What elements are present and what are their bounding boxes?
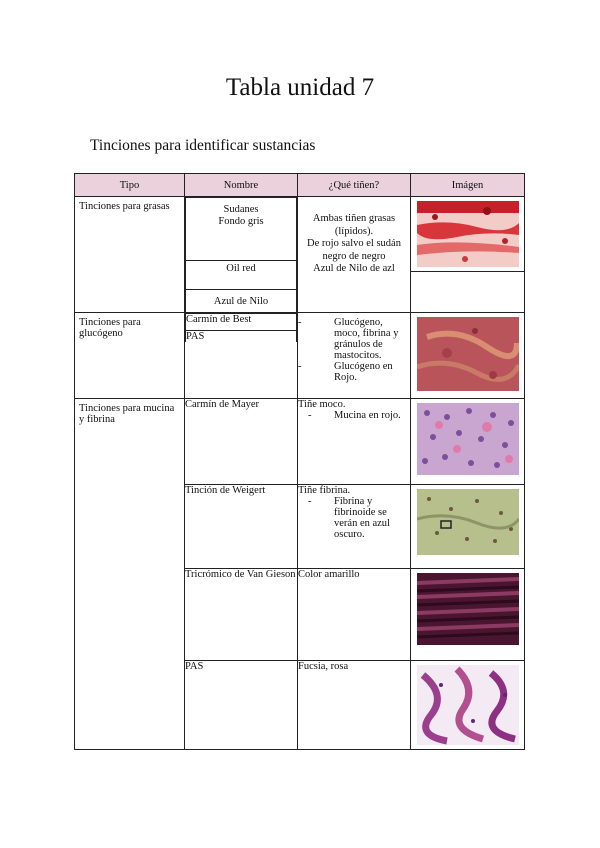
nombre-carmin-best: Carmín de Best	[186, 314, 297, 331]
pas-stain-tissue-image	[417, 665, 519, 745]
page-subtitle: Tinciones para identificar sustancias	[90, 137, 316, 154]
tinen-glucogeno-b1: - Glucógeno, moco, fibrina y gránulos de mastocitos.	[298, 317, 410, 361]
nombre-sudanes-label: Sudanes	[223, 204, 259, 215]
fat-stain-tissue-image	[417, 201, 519, 267]
tinen-grasas-l1: Ambas tiñen grasas	[312, 213, 396, 224]
imagen-weigert-cell	[411, 485, 525, 569]
page-title: Tabla unidad 7	[225, 74, 375, 101]
tinen-glucogeno-b2: - Glucógeno en Rojo.	[298, 361, 410, 383]
imagen-pas-cell	[411, 661, 525, 750]
nombre-weigert: Tinción de Weigert	[185, 485, 298, 569]
table-row	[75, 399, 525, 485]
nombre-pas-glucogeno: PAS	[186, 331, 297, 343]
table-row	[75, 313, 525, 399]
stains-table	[74, 173, 525, 750]
tinen-van-gieson: Color amarillo	[298, 569, 411, 661]
imagen-grasas-cell	[411, 197, 525, 313]
van-gieson-tissue-image	[417, 573, 519, 645]
nombre-grasas-cell	[185, 197, 298, 313]
nombre-oil-red: Oil red	[186, 261, 297, 290]
nombre-sudanes	[186, 198, 297, 261]
glycogen-stain-tissue-image	[417, 317, 519, 391]
nombre-glucogeno-cell	[185, 313, 298, 399]
tinen-mayer	[298, 399, 411, 485]
nombre-van-gieson: Tricrómico de Van Gieson	[185, 569, 298, 661]
tinen-mayer-bullet: - Mucina en rojo.	[308, 410, 410, 421]
tinen-pas-mucina: Fucsia, rosa	[298, 661, 411, 750]
tinen-grasas-l5: Azul de Nilo de azl	[313, 263, 395, 274]
imagen-glucogeno-cell	[411, 313, 525, 399]
mucicarmine-tissue-image	[417, 403, 519, 475]
tipo-glucogeno: Tinciones para glucógeno	[75, 313, 185, 399]
tinen-glucogeno	[298, 313, 411, 399]
tipo-grasas: Tinciones para grasas	[75, 197, 185, 313]
weigert-fibrin-tissue-image	[417, 489, 519, 555]
tipo-mucina: Tinciones para mucina y fibrina	[75, 399, 185, 750]
tinen-grasas-l2: (lípidos).	[334, 225, 374, 237]
tinen-weigert-bullet: - Fibrina y fibrinoide se verán en azul oscuro.	[308, 496, 410, 540]
header-tipo: Tipo	[75, 174, 185, 197]
header-nombre: Nombre	[185, 174, 298, 197]
imagen-vangieson-cell	[411, 569, 525, 661]
tinen-grasas-l3: De rojo salvo el sudán	[307, 238, 401, 249]
table-header-row	[75, 174, 525, 197]
nombre-carmin-mayer: Carmín de Mayer	[185, 399, 298, 485]
tinen-weigert-text: Tiñe fibrina.	[298, 485, 351, 496]
nombre-fondo-gris: Fondo gris	[218, 216, 264, 227]
header-tinen: ¿Qué tiñen?	[298, 174, 411, 197]
tinen-grasas-l4: negro de negro	[322, 250, 386, 262]
table-row	[75, 197, 525, 313]
tinen-weigert	[298, 485, 411, 569]
tinen-mayer-text: Tiñe moco.	[298, 399, 346, 410]
header-imagen: Imágen	[411, 174, 525, 197]
nombre-pas-mucina: PAS	[185, 661, 298, 750]
tinen-grasas	[298, 197, 411, 313]
nombre-azul-nilo: Azul de Nilo	[186, 290, 297, 313]
imagen-mayer-cell	[411, 399, 525, 485]
